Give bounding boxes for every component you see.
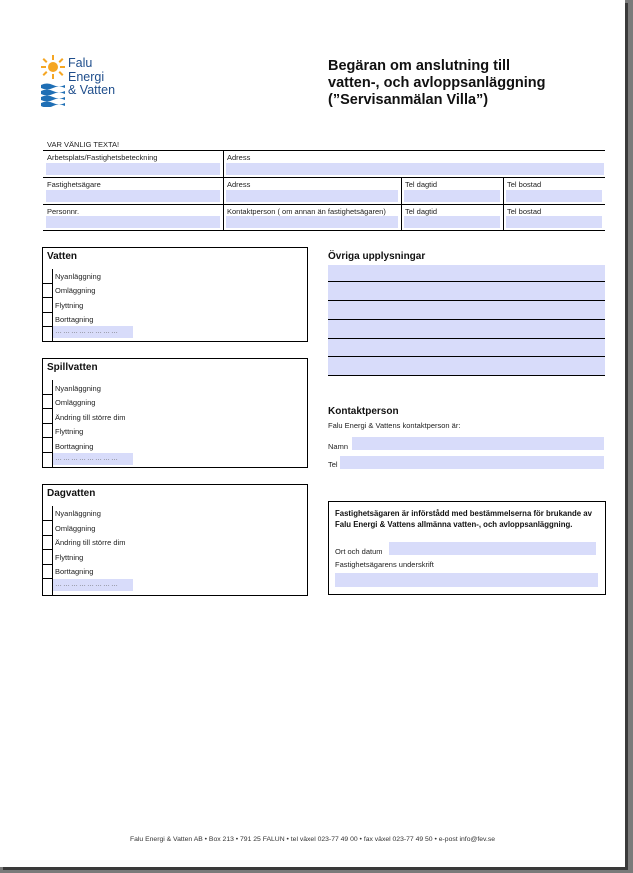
spillvatten-title: Spillvatten xyxy=(47,362,98,373)
tel-home-field-1[interactable] xyxy=(506,190,602,202)
dagvatten-title: Dagvatten xyxy=(47,488,96,499)
spillvatten-other-dots: …………………… xyxy=(55,455,119,462)
signature-label: Fastighetsägarens underskrift xyxy=(335,560,434,569)
kontakt-title: Kontaktperson xyxy=(328,406,399,417)
signature-field[interactable] xyxy=(335,573,598,587)
label-tel-day-1: Tel dagtid xyxy=(405,180,438,189)
vatten-title: Vatten xyxy=(47,251,78,262)
spillvatten-checkbox-column xyxy=(43,380,53,467)
tel-day-field-2[interactable] xyxy=(404,216,500,228)
place-date-label: Ort och datum xyxy=(335,547,383,556)
ovriga-title: Övriga upplysningar xyxy=(328,251,426,262)
page-title xyxy=(328,58,588,109)
falu-energi-logo xyxy=(41,55,116,112)
vatten-section xyxy=(42,247,308,342)
dagvatten-option-borttagning[interactable]: Borttagning xyxy=(55,567,94,576)
dagvatten-checkbox-column xyxy=(43,506,53,595)
checkbox-divider xyxy=(43,520,52,521)
table-divider xyxy=(43,230,605,231)
ovriga-line xyxy=(328,375,605,376)
address-field-1[interactable] xyxy=(226,163,604,175)
table-divider xyxy=(43,177,605,178)
owner-field[interactable] xyxy=(46,190,220,202)
checkbox-divider xyxy=(43,564,52,565)
spillvatten-option-andring[interactable]: Ändring till större dim xyxy=(55,413,126,422)
checkbox-divider xyxy=(43,394,52,395)
checkbox-divider xyxy=(43,535,52,536)
logo-line-1: Falu xyxy=(68,56,93,70)
ovriga-line xyxy=(328,319,605,320)
tel-day-field-1[interactable] xyxy=(404,190,500,202)
kontakt-name-label: Namn xyxy=(328,442,349,451)
checkbox-divider xyxy=(43,452,52,453)
label-contact: Kontaktperson ( om annan än fastighetsägaren) xyxy=(227,207,386,216)
owner-statement: Fastighetsägaren är införstådd med bestämmelserna för brukande av Falu Energi & Vattens allmänna vatten-, och avloppsanläggning. xyxy=(335,509,592,529)
label-tel-home-2: Tel bostad xyxy=(507,207,542,216)
checkbox-divider xyxy=(43,423,52,424)
ovriga-line xyxy=(328,300,605,301)
table-divider xyxy=(43,204,605,205)
dagvatten-section xyxy=(42,484,308,596)
contact-field[interactable] xyxy=(226,216,398,228)
kontakt-tel-field[interactable] xyxy=(340,456,604,469)
page-footer: Falu Energi & Vatten AB • Box 213 • 791 25 FALUN • tel växel 023-77 49 00 • fax växel 023-77 49 50 • e-post info@fev.se xyxy=(129,836,496,843)
logo-wordmark xyxy=(68,57,115,98)
title-line-3: (”Servisanmälan Villa”) xyxy=(328,92,489,108)
ovriga-line xyxy=(328,356,605,357)
spillvatten-option-omlaggning[interactable]: Omläggning xyxy=(55,398,96,407)
place-date-field[interactable] xyxy=(389,542,596,555)
dagvatten-other-dots: …………………… xyxy=(55,581,119,588)
tel-home-field-2[interactable] xyxy=(506,216,602,228)
logo-line-2: Energi xyxy=(68,69,105,84)
ovriga-line xyxy=(328,281,605,282)
signature-section xyxy=(328,501,606,595)
spillvatten-option-flyttning[interactable]: Flyttning xyxy=(55,427,84,436)
sun-waves-icon xyxy=(41,55,67,107)
spillvatten-section xyxy=(42,358,308,468)
label-tel-day-2: Tel dagtid xyxy=(405,207,438,216)
label-address-1: Adress xyxy=(227,153,251,162)
table-divider xyxy=(223,151,224,231)
checkbox-divider xyxy=(43,408,52,409)
checkbox-divider xyxy=(43,297,52,298)
logo-line-3: & Vatten xyxy=(68,83,116,97)
title-line-2: vatten-, och avloppsanläggning xyxy=(328,75,546,91)
checkbox-divider xyxy=(43,326,52,327)
checkbox-divider xyxy=(43,549,52,550)
table-divider xyxy=(401,178,402,231)
vatten-other-dots: …………………… xyxy=(55,328,119,335)
label-address-2: Adress xyxy=(227,180,251,189)
dagvatten-option-omlaggning[interactable]: Omläggning xyxy=(55,524,96,533)
instruction-text: VAR VÄNLIG TEXTA! xyxy=(47,140,120,149)
dagvatten-option-andring[interactable]: Ändring till större dim xyxy=(55,538,126,547)
vatten-option-omlaggning[interactable]: Omläggning xyxy=(55,286,96,295)
ovriga-line xyxy=(328,338,605,339)
vatten-option-flyttning[interactable]: Flyttning xyxy=(55,301,84,310)
vatten-checkbox-column xyxy=(43,269,53,341)
dagvatten-option-nyanlaggning[interactable]: Nyanläggning xyxy=(55,509,101,518)
checkbox-divider xyxy=(43,578,52,579)
table-divider xyxy=(503,178,504,231)
dagvatten-option-flyttning[interactable]: Flyttning xyxy=(55,553,84,562)
kontakt-tel-label: Tel xyxy=(328,460,338,469)
vatten-option-borttagning[interactable]: Borttagning xyxy=(55,315,94,324)
personnr-field[interactable] xyxy=(46,216,220,228)
label-tel-home-1: Tel bostad xyxy=(507,180,542,189)
spillvatten-option-nyanlaggning[interactable]: Nyanläggning xyxy=(55,384,101,393)
label-personnr: Personnr. xyxy=(47,207,80,216)
title-line-1: Begäran om anslutning till xyxy=(328,58,511,74)
kontakt-name-field[interactable] xyxy=(352,437,604,450)
label-workplace: Arbetsplats/Fastighetsbeteckning xyxy=(47,153,158,162)
checkbox-divider xyxy=(43,283,52,284)
workplace-field[interactable] xyxy=(46,163,220,175)
checkbox-divider xyxy=(43,437,52,438)
label-owner: Fastighetsägare xyxy=(47,180,101,189)
kontakt-subtitle: Falu Energi & Vattens kontaktperson är: xyxy=(328,421,461,430)
applicant-info-table xyxy=(43,150,605,231)
spillvatten-option-borttagning[interactable]: Borttagning xyxy=(55,442,94,451)
vatten-option-nyanlaggning[interactable]: Nyanläggning xyxy=(55,272,101,281)
address-field-2[interactable] xyxy=(226,190,398,202)
checkbox-divider xyxy=(43,312,52,313)
